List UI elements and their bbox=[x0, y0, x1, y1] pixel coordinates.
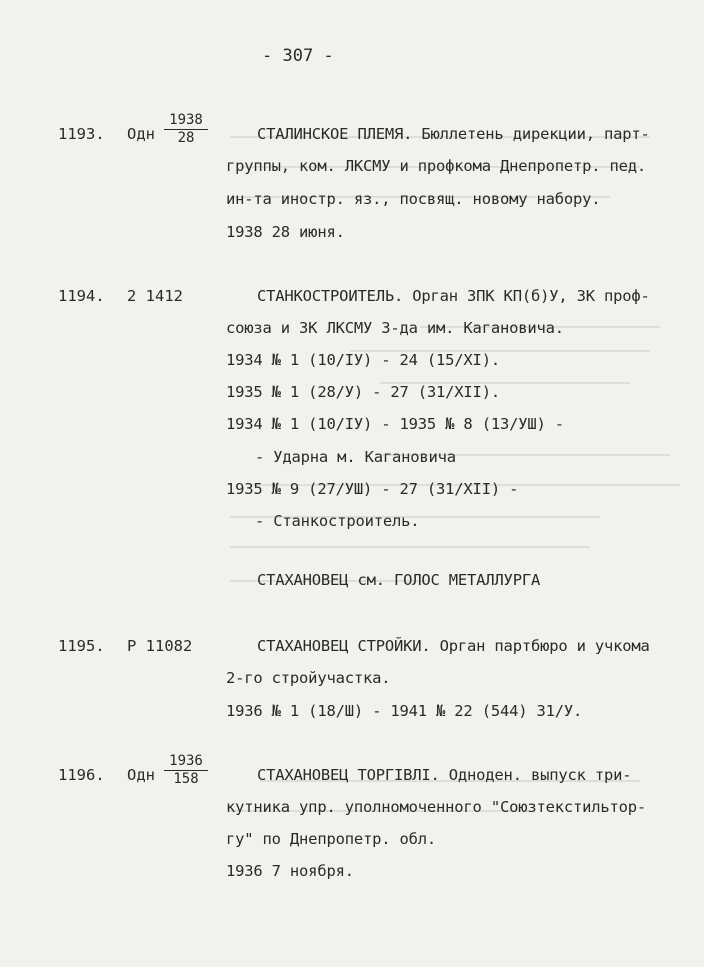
entry-line: 2-го стройучастка. bbox=[226, 669, 391, 687]
entry-line: - Ударна м. Кагановича bbox=[255, 448, 456, 466]
page-number: - 307 - bbox=[262, 46, 334, 66]
shelf-mark: 2 1412 bbox=[127, 287, 183, 305]
entry-line: гу" по Днепропетр. обл. bbox=[226, 830, 437, 848]
entry-title-line: СТАНКОСТРОИТЕЛЬ. Орган ЗПК КП(б)У, ЗК проф- bbox=[257, 287, 650, 305]
shelf-fraction bbox=[164, 112, 208, 147]
entry-title-line: СТАЛИНСКОЕ ПЛЕМЯ. Бюллетень дирекции, парт- bbox=[257, 125, 650, 143]
entry-line: ин-та иностр. яз., посвящ. новому набору. bbox=[226, 190, 601, 208]
shelf-fraction-bottom: 158 bbox=[173, 771, 199, 787]
entry-date-line: 1936 № 1 (18/Ш) - 1941 № 22 (544) 31/У. bbox=[226, 702, 583, 720]
shelf-fraction-top: 1938 bbox=[164, 112, 208, 130]
entry-number: 1194. bbox=[58, 287, 105, 305]
cross-reference: СТАХАНОВЕЦ см. ГОЛОС МЕТАЛЛУРГА bbox=[257, 571, 541, 589]
entry-line: 1934 № 1 (10/IУ) - 1935 № 8 (13/УШ) - bbox=[226, 415, 564, 433]
shelf-fraction bbox=[164, 753, 208, 788]
shelf-fraction-bottom: 28 bbox=[177, 130, 195, 146]
shelf-prefix: Одн bbox=[127, 125, 155, 143]
shelf-fraction-top: 1936 bbox=[164, 753, 208, 771]
shelf-prefix: Одн bbox=[127, 766, 155, 784]
entry-line: - Станкостроитель. bbox=[255, 512, 420, 530]
entry-line: союза и ЗК ЛКСМУ З-да им. Кагановича. bbox=[226, 319, 564, 337]
entry-number: 1196. bbox=[58, 766, 105, 784]
entry-date-line: 1936 7 ноября. bbox=[226, 862, 354, 880]
entry-line: 1934 № 1 (10/IУ) - 24 (15/XI). bbox=[226, 351, 500, 369]
entry-date-line: 1938 28 июня. bbox=[226, 223, 345, 241]
shelf-mark: Р 11082 bbox=[127, 637, 193, 655]
entry-line: кутника упр. уполномоченного "Союзтекстильтор- bbox=[226, 798, 647, 816]
entry-line: 1935 № 9 (27/УШ) - 27 (31/XII) - bbox=[226, 480, 519, 498]
entry-title-line: СТАХАНОВЕЦ ТОРГІВЛІ. Одноден. выпуск три- bbox=[257, 766, 632, 784]
entry-number: 1195. bbox=[58, 637, 105, 655]
entry-line: группы, ком. ЛКСМУ и профкома Днепропетр. пед. bbox=[226, 157, 647, 175]
entry-line: 1935 № 1 (28/У) - 27 (31/XII). bbox=[226, 383, 500, 401]
entry-number: 1193. bbox=[58, 125, 105, 143]
entry-title-line: СТАХАНОВЕЦ СТРОЙКИ. Орган партбюро и учкома bbox=[257, 637, 650, 655]
